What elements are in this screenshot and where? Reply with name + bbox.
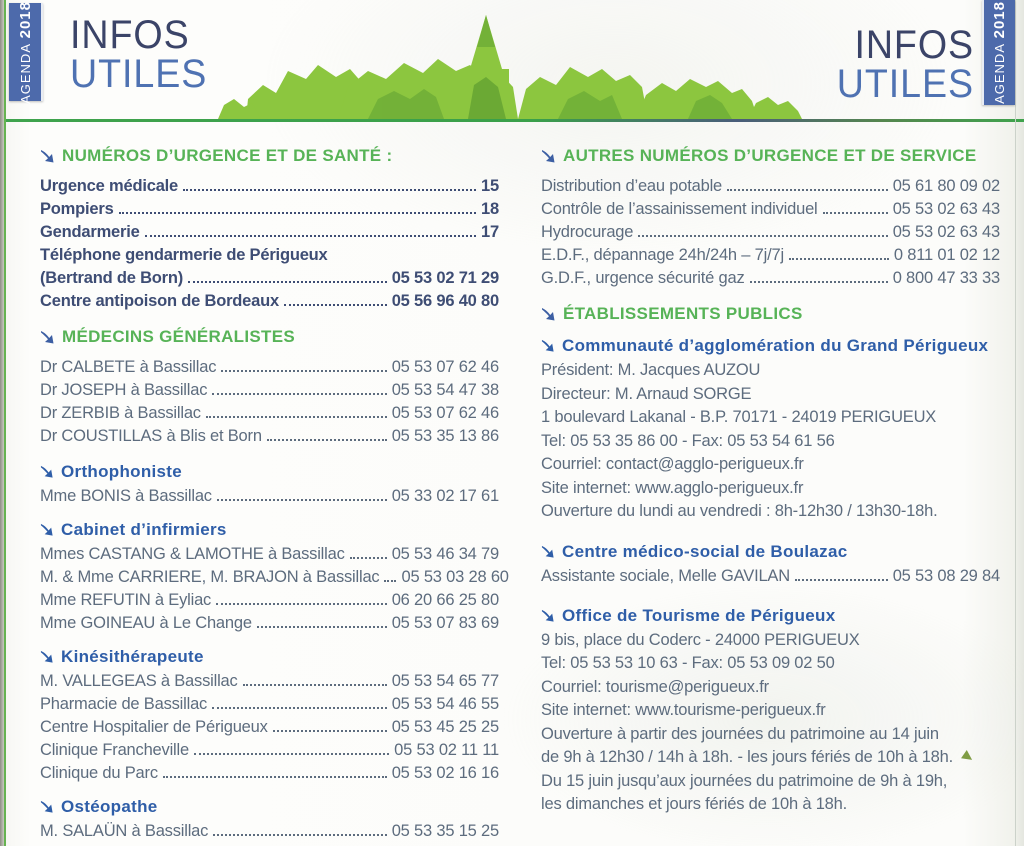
detail-line: 1 boulevard Lakanal - B.P. 70171 - 24019 PERIGUEUX <box>541 408 937 426</box>
heading-text: ÉTABLISSEMENTS PUBLICS <box>563 304 803 323</box>
org-heading <box>541 542 1000 562</box>
directory-row <box>541 198 1000 221</box>
entry-label: Assistante sociale, Melle GAVILAN <box>541 566 790 585</box>
entry-label: Dr CALBETE à Bassillac <box>40 358 217 376</box>
entry-label: (Bertrand de Born) <box>40 269 184 287</box>
directory-row <box>40 244 499 267</box>
entry-number: 05 53 02 11 11 <box>394 741 499 759</box>
directory-row <box>40 566 509 589</box>
dot-leader <box>750 281 888 283</box>
heading-text: Kinésithérapeute <box>61 647 204 666</box>
dot-leader <box>213 834 386 836</box>
entry-number: 05 53 02 16 16 <box>391 764 499 782</box>
entry-number: 0 811 01 02 12 <box>893 246 1000 264</box>
entry-number: 05 53 35 15 25 <box>391 822 499 840</box>
arrow-se-icon <box>40 650 54 664</box>
entry-label: E.D.F., dépannage 24h/24h – 7j/7j <box>541 246 784 264</box>
entry-label: G.D.F., urgence sécurité gaz <box>541 269 745 287</box>
directory-row <box>40 589 499 612</box>
section-heading <box>40 327 499 347</box>
entry-number: 05 53 08 29 84 <box>892 566 1000 585</box>
right-column <box>541 146 1000 846</box>
entry-label: Dr COUSTILLAS à Blis et Born <box>40 427 262 445</box>
directory-row <box>40 693 499 716</box>
subsection-heading <box>40 797 499 817</box>
dot-leader <box>221 370 386 372</box>
entry-number: 05 61 80 09 02 <box>892 177 1000 195</box>
dot-leader <box>145 235 476 237</box>
detail-line: 9 bis, place du Coderc - 24000 PERIGUEUX <box>541 630 860 649</box>
title-infos: INFOS <box>70 13 190 57</box>
directory-row <box>541 175 1000 198</box>
detail-line: Tel: 05 53 35 86 00 - Fax: 05 53 54 61 56 <box>541 431 835 450</box>
dot-leader <box>163 776 387 778</box>
dot-leader <box>183 189 476 191</box>
section-etablissements-publics <box>541 304 1000 324</box>
heading-text: AUTRES NUMÉROS D’URGENCE ET DE SERVICE <box>563 146 977 165</box>
detail-line: Courriel: tourisme@perigueux.fr <box>541 677 769 696</box>
org-communaute-agglomeration <box>541 336 1000 524</box>
dot-leader <box>795 579 888 581</box>
dot-leader <box>727 189 888 191</box>
dot-leader <box>216 603 387 605</box>
agenda-2018-label: AGENDA 2018 <box>16 0 34 104</box>
entry-number: 05 53 46 34 79 <box>391 545 499 563</box>
directory-list <box>541 565 1000 588</box>
directory-row <box>40 267 499 290</box>
arrow-se-icon <box>40 465 54 479</box>
directory-row <box>40 739 499 762</box>
entry-label: Mme REFUTIN à Eyliac <box>40 591 212 609</box>
dot-leader <box>212 393 386 395</box>
dot-leader <box>217 499 387 501</box>
entry-number: 17 <box>481 223 499 241</box>
title-infos: INFOS <box>854 23 974 67</box>
entry-label: Centre antipoison de Bordeaux <box>40 292 279 310</box>
entry-number: 05 53 07 62 46 <box>391 358 499 376</box>
section-heading <box>541 146 1000 166</box>
title-utiles: UTILES <box>70 52 208 97</box>
detail-line: les dimanches et jours fériés de 10h à 18h. <box>541 795 848 813</box>
directory-list <box>40 175 499 313</box>
directory-row <box>40 379 499 402</box>
entry-number: 18 <box>481 200 499 218</box>
scan-edge-right <box>1015 0 1016 846</box>
detail-line: Site internet: www.tourisme-perigueux.fr <box>541 701 826 719</box>
entry-label: Mme GOINEAU à Le Change <box>40 614 252 632</box>
directory-row <box>40 820 499 843</box>
leaf-marker-icon <box>961 750 975 764</box>
entry-number: 05 33 02 17 61 <box>391 487 499 505</box>
agenda-2018-tab-right <box>982 0 1015 105</box>
directory-list <box>40 670 499 785</box>
dot-leader <box>789 258 889 260</box>
section-cabinet-infirmiers <box>40 520 509 635</box>
arrow-se-icon <box>541 149 556 164</box>
arrow-se-icon <box>541 545 555 559</box>
directory-row <box>40 543 499 566</box>
directory-row <box>40 425 499 448</box>
detail-line: Du 15 juin jusqu’aux journées du patrimoine de 9h à 19h, <box>541 771 948 790</box>
entry-label: Clinique du Parc <box>40 764 158 782</box>
entry-number: 15 <box>481 177 499 195</box>
arrow-se-icon <box>40 330 55 345</box>
entry-number: 06 20 66 25 80 <box>391 591 499 609</box>
dot-leader <box>384 580 396 582</box>
village-trees-silhouette <box>218 7 808 119</box>
entry-label: Centre Hospitalier de Périgueux <box>40 718 268 736</box>
detail-line: de 9h à 12h30 / 14h à 18h. - les jours fériés de 10h à 18h. <box>541 746 1000 770</box>
entry-number: 05 53 03 28 60 <box>401 568 509 586</box>
section-medecins-generalistes <box>40 327 499 448</box>
dot-leader <box>823 212 888 214</box>
section-numeros-urgence-sante <box>40 146 499 313</box>
detail-line: Ouverture du lundi au vendredi : 8h-12h30 / 13h30-18h. <box>541 502 938 520</box>
entry-number: 05 53 54 65 77 <box>391 672 499 690</box>
entry-label: M. & Mme CARRIERE, M. BRAJON à Bassillac <box>40 568 380 586</box>
page-title-right <box>836 23 974 107</box>
org-centre-medico-social <box>541 542 1000 588</box>
entry-label: Hydrocurage <box>541 223 634 241</box>
subsection-heading <box>40 520 499 540</box>
arrow-se-icon <box>541 609 555 623</box>
dot-leader <box>257 626 387 628</box>
dot-leader <box>119 212 476 214</box>
title-utiles: UTILES <box>836 62 974 107</box>
entry-label: Gendarmerie <box>40 223 140 241</box>
org-heading <box>541 606 1000 626</box>
dot-leader <box>638 235 887 237</box>
dot-leader <box>273 730 387 732</box>
arrow-se-icon <box>541 307 556 322</box>
org-details <box>541 629 1000 817</box>
detail-line: Président: M. Jacques AUZOU <box>541 361 761 379</box>
entry-label: Téléphone gendarmerie de Périgueux <box>40 246 328 264</box>
entry-label: Urgence médicale <box>40 177 179 195</box>
agenda-2018-label: AGENDA 2018 <box>991 1 1008 104</box>
entry-label: Clinique Francheville <box>40 741 189 759</box>
entry-label: M. SALAÜN à Bassillac <box>40 822 209 840</box>
left-column <box>40 146 509 846</box>
dot-leader <box>267 439 387 441</box>
dot-leader <box>206 416 387 418</box>
dot-leader <box>350 557 387 559</box>
detail-line: Ouverture à partir des journées du patrimoine au 14 juin <box>541 724 939 743</box>
detail-line: Courriel: contact@agglo-perigueux.fr <box>541 455 804 473</box>
entry-number: 0 800 47 33 33 <box>892 269 1000 287</box>
entry-number: 05 53 54 46 55 <box>391 695 499 713</box>
entry-number: 05 53 35 13 86 <box>391 427 499 445</box>
directory-row <box>40 612 499 635</box>
entry-number: 05 53 54 47 38 <box>391 381 499 399</box>
directory-row <box>40 716 499 739</box>
directory-list <box>40 356 499 448</box>
directory-row <box>40 402 499 425</box>
agenda-2018-tab-left <box>9 0 43 104</box>
heading-text: Office de Tourisme de Périgueux <box>562 605 836 625</box>
entry-label: Dr JOSEPH à Bassillac <box>40 381 208 399</box>
section-osteopathe <box>40 797 499 843</box>
dot-leader <box>188 281 387 283</box>
directory-row <box>541 565 1000 588</box>
org-details <box>541 359 1000 524</box>
entry-number: 05 53 07 62 46 <box>391 404 499 422</box>
directory-row <box>40 762 499 785</box>
entry-number: 05 53 02 71 29 <box>391 269 499 287</box>
detail-line: Directeur: M. Arnaud SORGE <box>541 384 752 403</box>
dot-leader <box>212 707 387 709</box>
dot-leader <box>284 304 387 306</box>
directory-row <box>541 221 1000 244</box>
directory-row <box>40 221 499 244</box>
arrow-se-icon <box>40 149 55 164</box>
entry-label: Mmes CASTANG & LAMOTHE à Bassillac <box>40 545 345 563</box>
section-heading <box>40 146 499 166</box>
directory-row <box>541 267 1000 290</box>
page-title-left <box>70 13 208 97</box>
detail-line: Tel: 05 53 53 10 63 - Fax: 05 53 09 02 50 <box>541 654 835 672</box>
section-kinesitherapeute <box>40 647 499 785</box>
directory-row <box>40 356 499 379</box>
entry-number: 05 56 96 40 80 <box>391 292 499 310</box>
heading-text: Orthophoniste <box>61 462 182 481</box>
subsection-heading <box>40 462 499 482</box>
entry-label: M. VALLEGEAS à Bassillac <box>40 672 238 690</box>
directory-list <box>40 543 509 635</box>
dot-leader <box>194 753 389 755</box>
arrow-se-icon <box>40 800 54 814</box>
entry-label: Pharmacie de Bassillac <box>40 695 208 713</box>
org-office-tourisme <box>541 606 1000 817</box>
section-orthophoniste <box>40 462 499 508</box>
directory-row <box>40 485 499 508</box>
heading-text: MÉDECINS GÉNÉRALISTES <box>62 327 295 346</box>
directory-list <box>40 485 499 508</box>
directory-list <box>40 820 499 843</box>
dot-leader <box>243 684 387 686</box>
entry-label: Distribution d’eau potable <box>541 177 723 195</box>
entry-number: 05 53 02 63 43 <box>892 200 1000 218</box>
arrow-se-icon <box>40 523 54 537</box>
org-heading <box>541 336 1000 356</box>
directory-row <box>40 198 499 221</box>
directory-list <box>541 175 1000 290</box>
detail-line: Site internet: www.agglo-perigueux.fr <box>541 478 804 497</box>
entry-label: Mme BONIS à Bassillac <box>40 487 212 505</box>
page-edge-line <box>4 0 6 846</box>
section-heading <box>541 304 1000 324</box>
page-header <box>0 0 1024 119</box>
entry-label: Pompiers <box>40 200 114 218</box>
entry-number: 05 53 45 25 25 <box>391 718 499 736</box>
subsection-heading <box>40 647 499 667</box>
directory-row <box>40 175 499 198</box>
heading-text: Communauté d’agglomération du Grand Périgueux <box>562 336 989 355</box>
entry-label: Contrôle de l’assainissement individuel <box>541 200 818 218</box>
directory-row <box>541 244 1000 267</box>
entry-label: Dr ZERBIB à Bassillac <box>40 404 201 422</box>
entry-number: 05 53 07 83 69 <box>391 614 499 632</box>
heading-text: Ostéopathe <box>61 797 158 816</box>
page-content <box>0 122 1024 846</box>
section-autres-numeros <box>541 146 1000 290</box>
directory-row <box>40 670 499 693</box>
heading-text: Centre médico-social de Boulazac <box>562 541 848 561</box>
entry-number: 05 53 02 63 43 <box>892 223 1000 241</box>
arrow-se-icon <box>541 339 555 353</box>
directory-row <box>40 290 499 313</box>
heading-text: NUMÉROS D’URGENCE ET DE SANTÉ : <box>62 146 393 165</box>
heading-text: Cabinet d’infirmiers <box>61 520 227 539</box>
